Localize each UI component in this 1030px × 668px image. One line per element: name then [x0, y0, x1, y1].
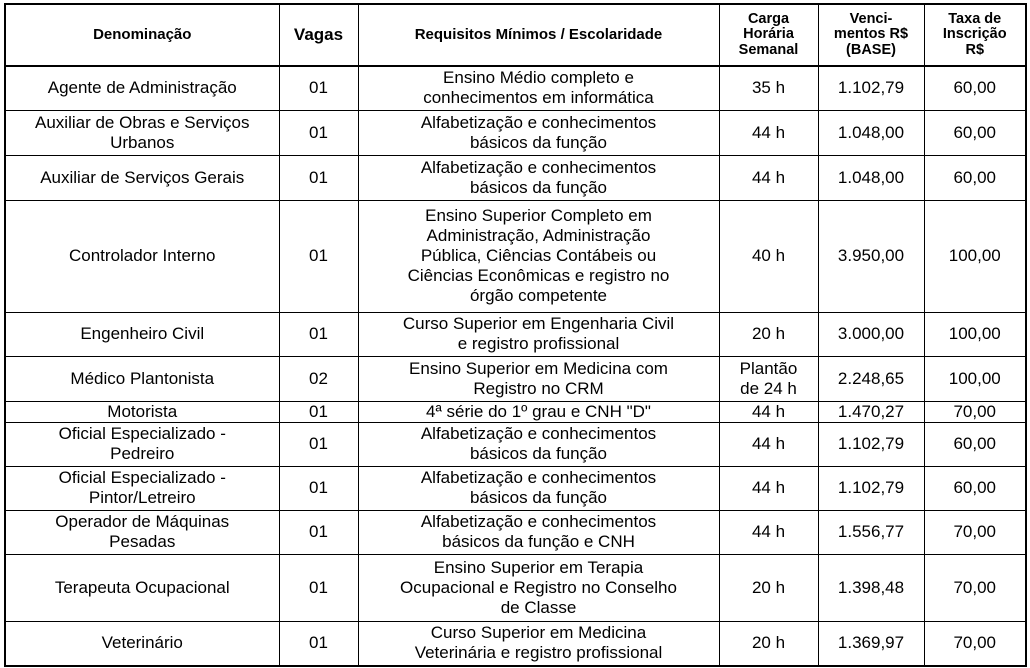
table-body: [5, 66, 1026, 666]
cell-requisitos-line: Alfabetização e conhecimentos: [420, 157, 657, 177]
cell-requisitos-line: Alfabetização e conhecimentos: [420, 468, 657, 487]
cell-carga-line: Plantão: [739, 358, 798, 378]
header-taxa-line-3: R$: [965, 41, 985, 58]
cell-requisitos-line: Ensino Superior em Medicina com: [409, 358, 668, 378]
cell-requisitos: [358, 200, 719, 312]
cell-requisitos-line: Curso Superior em Engenharia Civil: [402, 314, 675, 333]
cell-carga: [719, 554, 818, 621]
header-denominacao: Denominação: [5, 4, 279, 66]
cell-requisitos: [358, 155, 719, 200]
table-row: [5, 401, 1026, 422]
table-row: [5, 200, 1026, 312]
cell-vagas: 01: [279, 621, 358, 666]
cell-denominacao-line: Veterinário: [101, 633, 183, 653]
cell-requisitos-line: básicos da função: [469, 132, 608, 152]
table-row: [5, 356, 1026, 401]
cell-denominacao-line: Agente de Administração: [47, 78, 237, 98]
cell-denominacao: [5, 466, 279, 510]
cell-requisitos-line: Ocupacional e Registro no Conselho: [400, 577, 677, 597]
cell-denominacao-line: Oficial Especializado -: [58, 424, 226, 443]
cell-denominacao-line: Auxiliar de Obras e Serviços: [35, 112, 250, 132]
cell-carga-line: 44 h: [751, 122, 786, 142]
header-taxa-line-1: Taxa de: [948, 10, 1002, 27]
cell-vencimentos: 3.000,00: [818, 312, 924, 356]
cell-denominacao-line: Urbanos: [110, 132, 175, 152]
cell-taxa: 100,00: [924, 356, 1026, 401]
table-row: [5, 312, 1026, 356]
cell-requisitos: [358, 356, 719, 401]
cell-requisitos-line: básicos da função: [469, 444, 608, 463]
cell-carga-line: 44 h: [751, 522, 786, 541]
cell-requisitos: [358, 401, 719, 422]
cell-taxa: 70,00: [924, 401, 1026, 422]
table-row: [5, 554, 1026, 621]
cell-carga-line: 40 h: [751, 246, 786, 265]
cell-vagas: 02: [279, 356, 358, 401]
header-vencimentos: [818, 4, 924, 66]
cell-vencimentos: 1.398,48: [818, 554, 924, 621]
cell-requisitos-line: Ciências Econômicas e registro no: [407, 266, 670, 285]
header-vencimentos-line-2: mentos R$: [833, 26, 909, 43]
cell-denominacao: [5, 110, 279, 155]
cell-denominacao-line: Engenheiro Civil: [80, 324, 205, 343]
header-vagas: Vagas: [279, 4, 358, 66]
cell-carga-line: 44 h: [751, 478, 786, 497]
header-taxa-line-2: Inscrição: [942, 26, 1007, 43]
cell-taxa: 60,00: [924, 155, 1026, 200]
cell-carga: [719, 401, 818, 422]
cell-requisitos: [358, 554, 719, 621]
cell-denominacao-line: Médico Plantonista: [70, 368, 215, 388]
cell-vencimentos: 1.556,77: [818, 510, 924, 554]
header-requisitos: Requisitos Mínimos / Escolaridade: [358, 4, 719, 66]
header-carga-line-1: Carga: [747, 10, 790, 27]
table-row: [5, 510, 1026, 554]
cell-carga-line: 20 h: [751, 633, 786, 653]
cell-requisitos-line: Administração, Administração: [426, 226, 651, 245]
cell-taxa: 60,00: [924, 66, 1026, 110]
cell-requisitos-line: básicos da função e CNH: [442, 532, 635, 551]
cell-denominacao-line: Terapeuta Ocupacional: [54, 577, 230, 597]
cell-requisitos-line: básicos da função: [469, 177, 608, 197]
cell-requisitos-line: Alfabetização e conhecimentos: [420, 112, 657, 132]
cell-vagas: 01: [279, 155, 358, 200]
cell-carga: [719, 155, 818, 200]
cell-vencimentos: 2.248,65: [818, 356, 924, 401]
cell-denominacao: [5, 510, 279, 554]
table-row: [5, 466, 1026, 510]
cell-carga-line: 44 h: [751, 434, 786, 453]
table-row: [5, 621, 1026, 666]
cell-requisitos-line: e registro profissional: [457, 334, 620, 353]
cell-requisitos-line: 4ª série do 1º grau e CNH "D": [426, 401, 651, 421]
header-carga-line-3: Semanal: [738, 41, 799, 58]
cell-denominacao: [5, 312, 279, 356]
cell-requisitos-line: Ensino Médio completo e: [443, 68, 634, 88]
cell-requisitos: [358, 466, 719, 510]
cell-denominacao: [5, 66, 279, 110]
cell-taxa: 100,00: [924, 200, 1026, 312]
cell-requisitos-line: Veterinária e registro profissional: [414, 643, 663, 663]
cell-requisitos: [358, 312, 719, 356]
cell-requisitos: [358, 510, 719, 554]
cell-vagas: 01: [279, 66, 358, 110]
cell-vencimentos: 1.102,79: [818, 422, 924, 466]
table-row: [5, 422, 1026, 466]
cell-carga-line: de 24 h: [740, 378, 797, 398]
cell-denominacao-line: Pedreiro: [110, 444, 175, 463]
cell-denominacao-line: Pintor/Letreiro: [88, 488, 196, 507]
cell-denominacao: [5, 155, 279, 200]
cell-carga-line: 44 h: [751, 401, 786, 421]
cell-vencimentos: 1.102,79: [818, 66, 924, 110]
cell-vencimentos: 1.048,00: [818, 155, 924, 200]
cell-vagas: 01: [279, 466, 358, 510]
cell-carga: [719, 621, 818, 666]
header-taxa: [924, 4, 1026, 66]
cell-carga: [719, 312, 818, 356]
cell-carga: [719, 66, 818, 110]
cell-carga-line: 20 h: [751, 324, 786, 343]
vacancies-table: [4, 3, 1027, 667]
cell-carga: [719, 422, 818, 466]
header-carga-line-2: Horária: [743, 26, 794, 43]
cell-vagas: 01: [279, 510, 358, 554]
cell-denominacao: [5, 401, 279, 422]
cell-taxa: 60,00: [924, 466, 1026, 510]
cell-taxa: 60,00: [924, 110, 1026, 155]
cell-vencimentos: 1.470,27: [818, 401, 924, 422]
cell-taxa: 60,00: [924, 422, 1026, 466]
cell-vagas: 01: [279, 422, 358, 466]
cell-requisitos: [358, 66, 719, 110]
cell-denominacao-line: Oficial Especializado -: [58, 468, 226, 487]
cell-carga: [719, 110, 818, 155]
cell-denominacao-line: Auxiliar de Serviços Gerais: [40, 167, 245, 187]
cell-requisitos-line: Alfabetização e conhecimentos: [420, 512, 657, 531]
cell-denominacao: [5, 621, 279, 666]
table-header-row: [5, 4, 1026, 66]
cell-vagas: 01: [279, 200, 358, 312]
cell-vagas: 01: [279, 312, 358, 356]
cell-taxa: 70,00: [924, 554, 1026, 621]
cell-vencimentos: 3.950,00: [818, 200, 924, 312]
cell-vencimentos: 1.369,97: [818, 621, 924, 666]
cell-requisitos-line: Registro no CRM: [473, 378, 604, 398]
cell-carga: [719, 356, 818, 401]
cell-denominacao: [5, 422, 279, 466]
cell-taxa: 70,00: [924, 621, 1026, 666]
cell-vencimentos: 1.048,00: [818, 110, 924, 155]
header-vencimentos-line-3: (BASE): [846, 41, 896, 58]
cell-carga: [719, 510, 818, 554]
cell-denominacao: [5, 356, 279, 401]
cell-requisitos-line: básicos da função: [469, 488, 608, 507]
cell-vencimentos: 1.102,79: [818, 466, 924, 510]
cell-denominacao: [5, 200, 279, 312]
cell-vagas: 01: [279, 401, 358, 422]
cell-denominacao-line: Motorista: [107, 401, 178, 421]
cell-taxa: 70,00: [924, 510, 1026, 554]
cell-carga-line: 44 h: [751, 167, 786, 187]
header-vencimentos-line-1: Venci-: [849, 10, 893, 27]
header-carga: [719, 4, 818, 66]
cell-requisitos: [358, 110, 719, 155]
cell-requisitos-line: Curso Superior em Medicina: [430, 623, 647, 643]
cell-carga: [719, 466, 818, 510]
cell-carga-line: 35 h: [751, 78, 786, 98]
cell-requisitos: [358, 422, 719, 466]
cell-requisitos-line: Ensino Superior Completo em: [425, 206, 652, 225]
cell-taxa: 100,00: [924, 312, 1026, 356]
cell-vagas: 01: [279, 554, 358, 621]
cell-denominacao-line: Pesadas: [109, 532, 176, 551]
cell-carga: [719, 200, 818, 312]
table-row: [5, 66, 1026, 110]
cell-requisitos-line: de Classe: [500, 597, 577, 617]
cell-denominacao: [5, 554, 279, 621]
table-row: [5, 155, 1026, 200]
cell-vagas: 01: [279, 110, 358, 155]
cell-denominacao-line: Operador de Máquinas: [55, 512, 230, 531]
cell-requisitos-line: Pública, Ciências Contábeis ou: [420, 246, 657, 265]
table-row: [5, 110, 1026, 155]
cell-requisitos: [358, 621, 719, 666]
cell-requisitos-line: órgão competente: [469, 286, 608, 305]
cell-carga-line: 20 h: [751, 577, 786, 597]
cell-requisitos-line: Ensino Superior em Terapia: [433, 557, 644, 577]
cell-requisitos-line: conhecimentos em informática: [423, 88, 654, 108]
cell-denominacao-line: Controlador Interno: [69, 246, 216, 265]
cell-requisitos-line: Alfabetização e conhecimentos: [420, 424, 657, 443]
